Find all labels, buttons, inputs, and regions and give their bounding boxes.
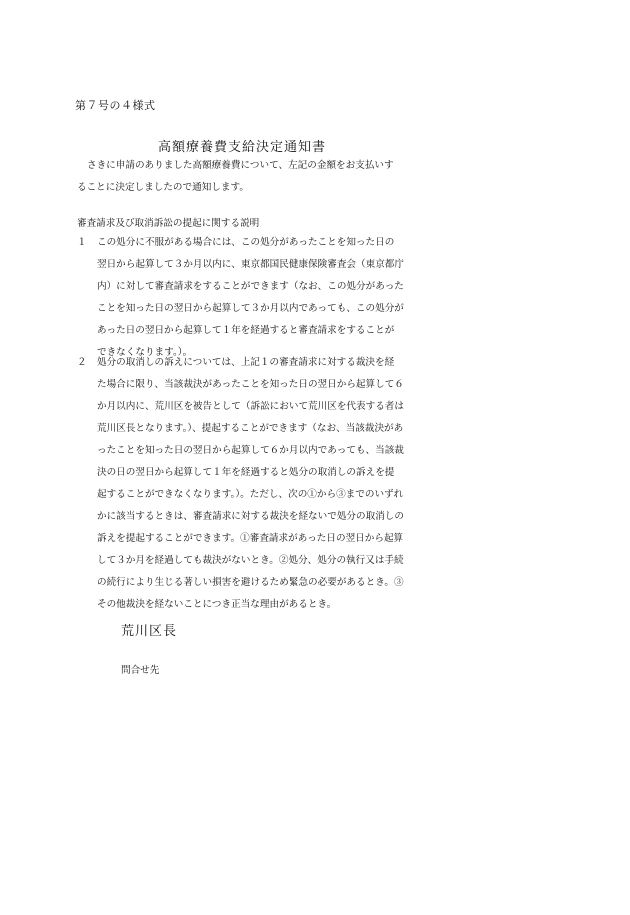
item-line: た場合に限り、当該裁決があったことを知った日の翌日から起算して６ (97, 379, 404, 390)
form-number: 第７号の４様式 (75, 99, 156, 112)
contact-label: 問合せ先 (121, 665, 160, 676)
item-line: 内）に対して審査請求をすることができます（なお、この処分があった (97, 281, 404, 292)
explanation-item-2 (77, 352, 404, 616)
item-number: ２ (77, 357, 87, 368)
intro-paragraph (77, 155, 557, 199)
item-line: の続行により生じる著しい損害を避けるため緊急の必要があるとき。③ (97, 577, 404, 588)
explanation-item-1 (77, 232, 404, 364)
item-line: 翌日から起算して３か月以内に、東京都国民健康保険審査会（東京都庁 (97, 259, 404, 270)
item-line: 起することができなくなります。）。ただし、次の①から③までのいずれ (97, 489, 404, 500)
item-line: ことを知った日の翌日から起算して３か月以内であっても、この処分が (97, 303, 404, 314)
item-line: ったことを知った日の翌日から起算して６か月以内であっても、当該裁 (97, 445, 404, 456)
intro-line: さきに申請のありました高額療養費について、左記の金額をお支払いす (87, 160, 394, 171)
explanation-heading: 審査請求及び取消訴訟の提起に関する説明 (77, 218, 260, 229)
item-line: かに該当するときは、審査請求に対する裁決を経ないで処分の取消しの (97, 511, 404, 522)
item-line: か月以内に、荒川区を被告として（訴訟において荒川区を代表する者は (97, 401, 404, 412)
intro-line: ることに決定しましたので通知します。 (77, 182, 249, 193)
item-line: 決の日の翌日から起算して１年を経過すると処分の取消しの訴えを提 (97, 467, 395, 478)
item-line: 荒川区長となります。）、提起することができます（なお、当該裁決があ (97, 423, 404, 434)
document-title: 高額療養費支給決定通知書 (158, 140, 327, 155)
item-line: あった日の翌日から起算して１年を経過すると審査請求をすることが (97, 325, 395, 336)
item-line: その他裁決を経ないことにつき正当な理由があるとき。 (97, 599, 337, 610)
item-line: この処分に不服がある場合には、この処分があったことを知った日の (97, 237, 395, 248)
item-line: できなくなります。）。 (97, 347, 193, 358)
item-line: 処分の取消しの訴えについては、上記１の審査請求に対する裁決を経 (97, 357, 395, 368)
item-line: して３か月を経過しても裁決がないとき。②処分、処分の執行又は手続 (97, 555, 404, 566)
item-line: 訴えを提起することができます。①審査請求があった日の翌日から起算 (97, 533, 404, 544)
issuer-name: 荒川区長 (121, 624, 178, 639)
item-number: １ (77, 237, 87, 248)
